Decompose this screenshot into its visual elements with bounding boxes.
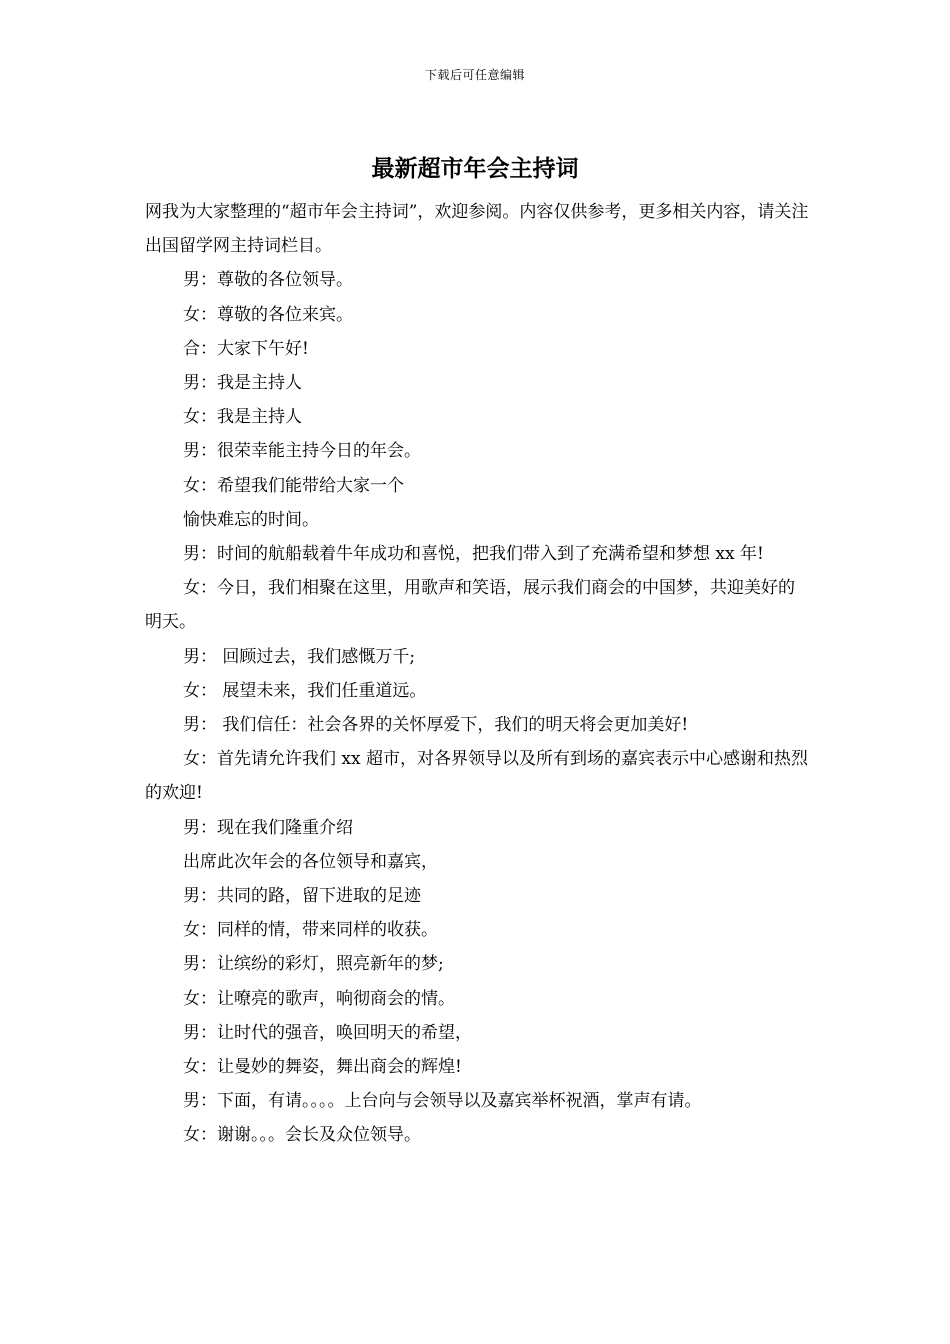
dialogue-line: 女： 展望未来，我们任重道远。 [183,680,427,701]
intro-paragraph: 网我为大家整理的“超市年会主持词”，欢迎参阅。内容仅供参考，更多相关内容，请关注出国留学网主持词栏目。 [145,202,809,257]
dialogue-line: 女：今日，我们相聚在这里，用歌声和笑语，展示我们商会的中国梦，共迎美好的明天。 [145,578,795,633]
dialogue-line: 女：同样的情，带来同样的收获。 [183,920,438,941]
dialogue-line: 女：谢谢。。。会长及众位领导。 [183,1125,421,1146]
dialogue-line: 女：让曼妙的舞姿，舞出商会的辉煌! [183,1057,462,1078]
dialogue-line: 男：下面，有请。。。。上台向与会领导以及嘉宾举杯祝酒，掌声有请。 [183,1091,702,1112]
dialogue-line: 男：共同的路，留下进取的足迹 [183,886,421,907]
dialogue-line: 愉快难忘的时间。 [183,509,319,530]
dialogue-line: 男：现在我们隆重介绍 [183,817,353,838]
dialogue-line: 女：首先请允许我们 xx 超市，对各界领导以及所有到场的嘉宾表示中心感谢和热烈的欢迎! [145,749,808,804]
dialogue-line: 男：让缤纷的彩灯，照亮新年的梦; [183,954,444,975]
dialogue-line: 男：时间的航船载着牛年成功和喜悦，把我们带入到了充满希望和梦想 xx 年! [183,544,764,565]
dialogue-line: 男：尊敬的各位领导。 [183,270,353,291]
dialogue-line: 出席此次年会的各位领导和嘉宾， [183,851,438,872]
dialogue-line: 男： 我们信任：社会各界的关怀厚爱下，我们的明天将会更加美好! [183,715,689,736]
dialogue-line: 男： 回顾过去，我们感慨万千; [183,646,416,667]
document-title: 最新超市年会主持词 [371,156,579,182]
dialogue-line: 男：很荣幸能主持今日的年会。 [183,441,421,462]
dialogue-line: 合：大家下午好! [183,338,309,359]
dialogue-line: 男：我是主持人 [183,373,302,394]
header-note: 下载后可任意编辑 [424,68,525,82]
dialogue-line: 女：尊敬的各位来宾。 [183,304,353,325]
document-body [145,195,810,1153]
dialogue-line: 女：让嘹亮的歌声，响彻商会的情。 [183,988,455,1009]
dialogue-line: 男：让时代的强音，唤回明天的希望， [183,1022,472,1043]
dialogue-line: 女：我是主持人 [183,407,302,428]
dialogue-line: 女：希望我们能带给大家一个 [183,475,404,496]
